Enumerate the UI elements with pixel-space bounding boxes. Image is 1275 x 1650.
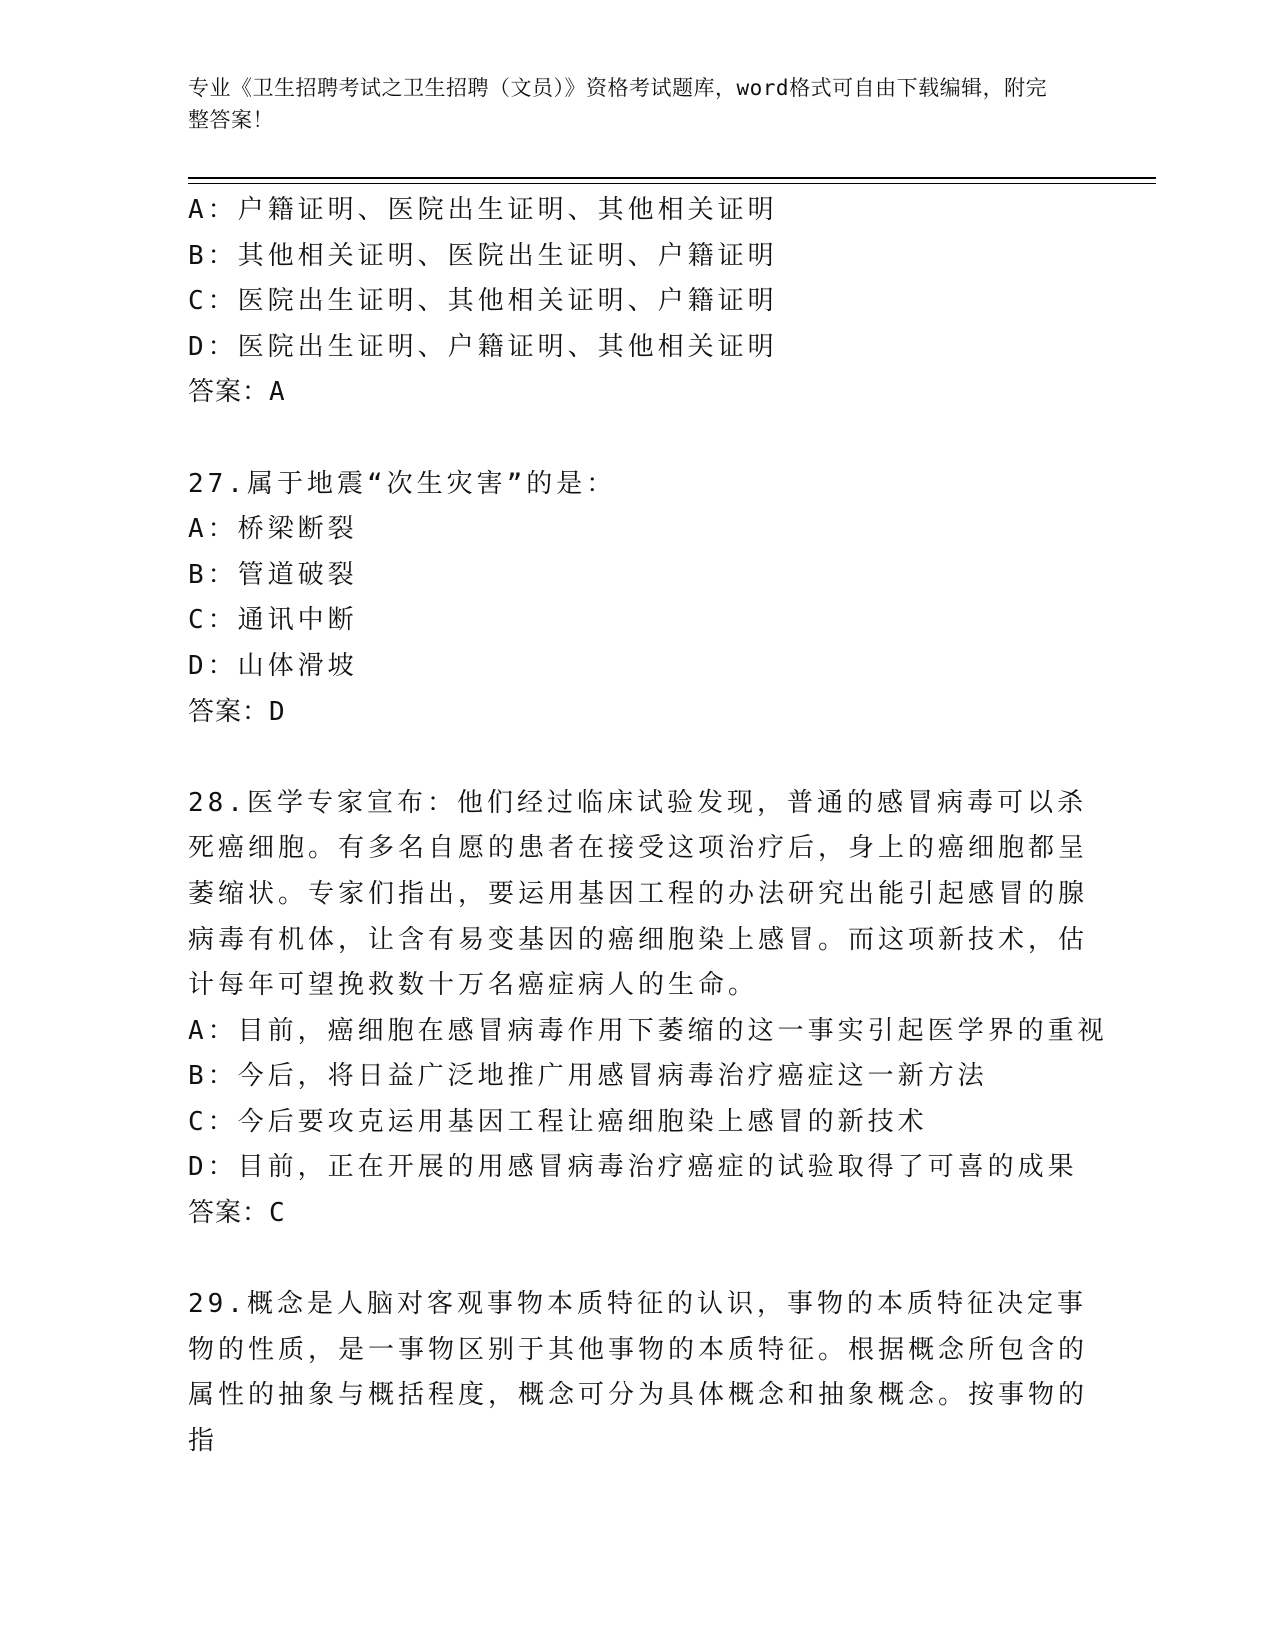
question-stem: 27.属于地震“次生灾害”的是： [188,468,617,499]
option-a: A：桥梁断裂 [188,514,358,545]
question-content [188,188,1108,1465]
question-26 [188,188,1088,416]
answer: 答案：A [188,377,286,408]
option-a: A：目前，癌细胞在感冒病毒作用下萎缩的这一事实引起医学界的重视 [188,1015,1108,1046]
question-28 [188,781,1108,1237]
spacer [188,416,1088,462]
option-d: D：目前，正在开展的用感冒病毒治疗癌症的试验取得了可喜的成果 [188,1152,1078,1183]
option-b: B：其他相关证明、医院出生证明、户籍证明 [188,240,778,271]
option-a: A：户籍证明、医院出生证明、其他相关证明 [188,195,778,225]
document-header: 专业《卫生招聘考试之卫生招聘（文员）》资格考试题库，word格式可自由下载编辑，附完整答案！ [188,76,1048,132]
question-29 [188,1282,1088,1464]
question-stem: 28.医学专家宣布：他们经过临床试验发现，普通的感冒病毒可以杀死癌细胞。有多名自愿的患者在接受这项治疗后，身上的癌细胞都呈萎缩状。专家们指出，要运用基因工程的办法研究出能引起感冒的腺病毒有机体，让含有易变基因的癌细胞染上感冒。而这项新技术，估计每年可望挽救数十万名癌症病人的生命。 [188,787,1089,1001]
header-rule-thin [188,183,1156,184]
answer: 答案：C [188,1198,286,1229]
question-27 [188,462,1088,736]
option-c: C：医院出生证明、其他相关证明、户籍证明 [188,286,778,317]
option-d: D：医院出生证明、户籍证明、其他相关证明 [188,331,778,362]
spacer [188,735,1088,781]
answer: 答案：D [188,696,286,727]
option-b: B：今后，将日益广泛地推广用感冒病毒治疗癌症这一新方法 [188,1061,988,1092]
option-c: C：今后要攻克运用基因工程让癌细胞染上感冒的新技术 [188,1106,928,1137]
option-c: C：通讯中断 [188,605,358,636]
spacer [188,1237,1088,1283]
header-rule-thick [188,177,1156,179]
option-d: D：山体滑坡 [188,650,358,681]
question-stem: 29.概念是人脑对客观事物本质特征的认识，事物的本质特征决定事物的性质，是一事物区别于其他事物的本质特征。根据概念所包含的属性的抽象与概括程度，概念可分为具体概念和抽象概念。按事物的指 [188,1289,1089,1457]
option-b: B：管道破裂 [188,559,358,590]
